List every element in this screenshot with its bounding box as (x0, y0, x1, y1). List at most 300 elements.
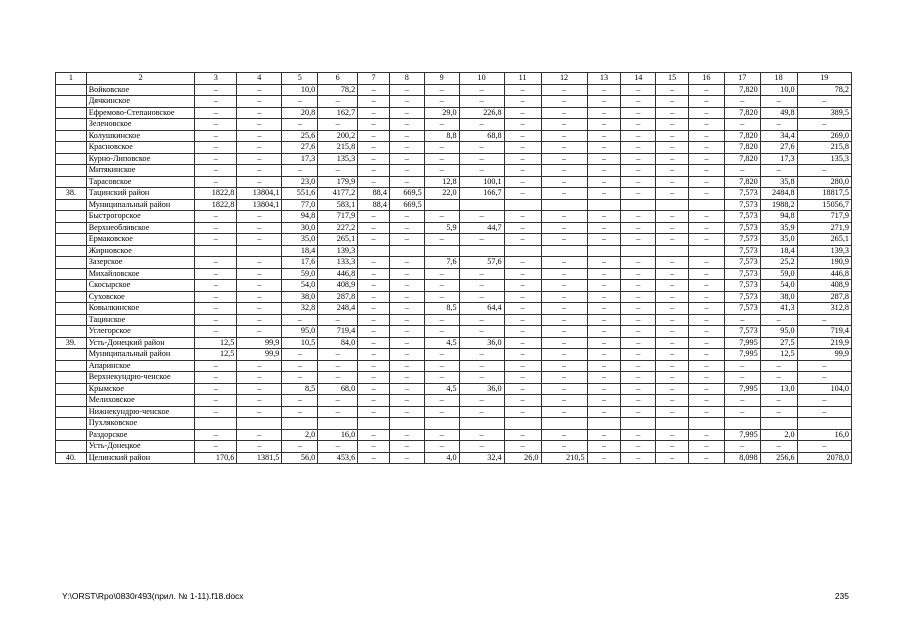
value-cell: – (541, 84, 587, 96)
value-cell: 88,4 (358, 199, 390, 211)
value-cell: – (282, 119, 318, 131)
value-cell: – (541, 372, 587, 384)
value-cell: – (724, 406, 760, 418)
row-name-cell: Верхнеобливское (86, 222, 195, 234)
value-cell: – (504, 222, 541, 234)
row-name-cell: Зеленовское (86, 119, 195, 131)
value-cell (459, 418, 504, 430)
table-row (56, 452, 852, 464)
value-cell: – (237, 383, 282, 395)
value-cell: – (358, 142, 390, 154)
value-cell: – (760, 360, 797, 372)
value-cell: – (656, 188, 689, 200)
row-name-cell: Тарасовское (86, 176, 195, 188)
value-cell: 7,820 (724, 176, 760, 188)
value-cell: – (724, 441, 760, 453)
value-cell: – (424, 429, 459, 441)
value-cell: – (689, 441, 725, 453)
row-number-cell (56, 199, 87, 211)
table-row (56, 130, 852, 142)
value-cell: 99,9 (797, 349, 851, 361)
value-cell: – (656, 280, 689, 292)
value-cell: 8,098 (724, 452, 760, 464)
value-cell (459, 245, 504, 257)
value-cell: 166,7 (459, 188, 504, 200)
value-cell (358, 245, 390, 257)
row-name-cell: Целинский район (86, 452, 195, 464)
value-cell: – (689, 280, 725, 292)
value-cell: 312,8 (797, 303, 851, 315)
value-cell (459, 199, 504, 211)
value-cell: – (459, 406, 504, 418)
value-cell: – (459, 280, 504, 292)
row-number-cell (56, 349, 87, 361)
value-cell: – (656, 119, 689, 131)
value-cell: – (459, 96, 504, 108)
value-cell: 12,5 (195, 337, 237, 349)
value-cell: – (195, 130, 237, 142)
value-cell: – (621, 360, 656, 372)
value-cell: 7,995 (724, 349, 760, 361)
page-number: 235 (834, 591, 849, 601)
value-cell: – (237, 222, 282, 234)
row-number-cell (56, 142, 87, 154)
value-cell: 8,8 (424, 130, 459, 142)
value-cell: – (195, 303, 237, 315)
table-row (56, 234, 852, 246)
value-cell: 7,820 (724, 84, 760, 96)
value-cell: 7,995 (724, 429, 760, 441)
value-cell: – (587, 153, 621, 165)
row-number-cell (56, 222, 87, 234)
value-cell: – (358, 84, 390, 96)
value-cell: 1381,5 (237, 452, 282, 464)
value-cell: 35,8 (760, 176, 797, 188)
value-cell: 162,7 (318, 107, 358, 119)
value-cell: – (237, 165, 282, 177)
value-cell: – (389, 452, 424, 464)
value-cell: – (504, 96, 541, 108)
value-cell: – (724, 395, 760, 407)
value-cell: – (689, 257, 725, 269)
value-cell: 22,0 (424, 188, 459, 200)
value-cell: – (358, 326, 390, 338)
value-cell: – (587, 360, 621, 372)
value-cell (389, 245, 424, 257)
header-cell: 18 (760, 73, 797, 85)
value-cell: – (689, 429, 725, 441)
value-cell (760, 418, 797, 430)
row-number-cell (56, 372, 87, 384)
value-cell: 200,2 (318, 130, 358, 142)
row-number-cell (56, 119, 87, 131)
value-cell (318, 418, 358, 430)
header-cell: 13 (587, 73, 621, 85)
table-row (56, 96, 852, 108)
value-cell: – (389, 349, 424, 361)
value-cell: – (656, 142, 689, 154)
value-cell: 54,0 (282, 280, 318, 292)
value-cell (621, 245, 656, 257)
row-name-cell: Быстрогорское (86, 211, 195, 223)
header-cell: 12 (541, 73, 587, 85)
value-cell: 551,6 (282, 188, 318, 200)
value-cell: – (656, 303, 689, 315)
table-row (56, 303, 852, 315)
value-cell: – (621, 372, 656, 384)
value-cell: – (237, 395, 282, 407)
value-cell: – (621, 383, 656, 395)
value-cell: – (541, 165, 587, 177)
value-cell: – (656, 84, 689, 96)
table-header-row (56, 73, 852, 85)
value-cell (541, 245, 587, 257)
value-cell: – (459, 84, 504, 96)
value-cell: – (587, 291, 621, 303)
value-cell: 265,1 (318, 234, 358, 246)
value-cell: – (587, 130, 621, 142)
table-row (56, 153, 852, 165)
value-cell: 95,0 (760, 326, 797, 338)
value-cell: – (587, 96, 621, 108)
row-name-cell: Курно-Липовское (86, 153, 195, 165)
value-cell: – (237, 360, 282, 372)
value-cell: – (459, 119, 504, 131)
value-cell: – (541, 107, 587, 119)
value-cell: – (358, 360, 390, 372)
table-row (56, 199, 852, 211)
value-cell: – (541, 337, 587, 349)
value-cell: – (689, 395, 725, 407)
value-cell: – (587, 314, 621, 326)
value-cell: – (237, 429, 282, 441)
value-cell: – (621, 291, 656, 303)
value-cell: – (459, 349, 504, 361)
table-row (56, 314, 852, 326)
value-cell: – (318, 360, 358, 372)
value-cell: 2,0 (760, 429, 797, 441)
value-cell: – (504, 268, 541, 280)
value-cell (504, 245, 541, 257)
row-name-cell: Тацинское (86, 314, 195, 326)
value-cell: – (656, 96, 689, 108)
value-cell: – (282, 441, 318, 453)
row-number-cell: 39. (56, 337, 87, 349)
value-cell: – (621, 165, 656, 177)
value-cell: – (389, 142, 424, 154)
value-cell: – (459, 314, 504, 326)
value-cell: – (587, 383, 621, 395)
value-cell: 12,8 (424, 176, 459, 188)
value-cell: – (587, 395, 621, 407)
value-cell: – (358, 257, 390, 269)
value-cell: 2484,8 (760, 188, 797, 200)
value-cell: – (689, 452, 725, 464)
value-cell: – (587, 107, 621, 119)
value-cell: – (424, 326, 459, 338)
value-cell: – (621, 188, 656, 200)
header-cell: 11 (504, 73, 541, 85)
value-cell: – (237, 107, 282, 119)
value-cell: 10,0 (282, 84, 318, 96)
value-cell: – (797, 360, 851, 372)
value-cell: – (358, 383, 390, 395)
value-cell (424, 199, 459, 211)
value-cell: – (541, 153, 587, 165)
row-number-cell (56, 176, 87, 188)
value-cell: – (541, 119, 587, 131)
value-cell: – (724, 360, 760, 372)
value-cell: 2078,0 (797, 452, 851, 464)
table-row (56, 84, 852, 96)
value-cell: 95,0 (282, 326, 318, 338)
value-cell: – (504, 314, 541, 326)
value-cell: 133,3 (318, 257, 358, 269)
table-row (56, 107, 852, 119)
value-cell: – (195, 429, 237, 441)
value-cell: – (237, 119, 282, 131)
value-cell: – (237, 372, 282, 384)
value-cell: – (656, 441, 689, 453)
value-cell: – (621, 153, 656, 165)
value-cell: – (504, 383, 541, 395)
value-cell: – (656, 326, 689, 338)
value-cell: – (541, 429, 587, 441)
value-cell: 215,8 (797, 142, 851, 154)
value-cell: – (424, 360, 459, 372)
value-cell: – (318, 395, 358, 407)
value-cell: – (358, 303, 390, 315)
value-cell: – (237, 326, 282, 338)
value-cell: – (541, 314, 587, 326)
value-cell: – (621, 395, 656, 407)
value-cell: 35,0 (760, 234, 797, 246)
table-row (56, 280, 852, 292)
value-cell: – (195, 360, 237, 372)
value-cell: – (358, 234, 390, 246)
value-cell: – (504, 211, 541, 223)
value-cell: – (689, 84, 725, 96)
value-cell: – (656, 165, 689, 177)
value-cell: 56,0 (282, 452, 318, 464)
value-cell: – (318, 314, 358, 326)
value-cell: – (760, 406, 797, 418)
value-cell: – (689, 107, 725, 119)
value-cell: – (195, 107, 237, 119)
value-cell: – (282, 165, 318, 177)
value-cell: – (587, 349, 621, 361)
value-cell: – (621, 268, 656, 280)
value-cell (195, 245, 237, 257)
value-cell: 27,5 (760, 337, 797, 349)
value-cell (587, 199, 621, 211)
value-cell: – (237, 142, 282, 154)
value-cell: – (424, 314, 459, 326)
value-cell: – (459, 441, 504, 453)
value-cell: – (318, 165, 358, 177)
value-cell: – (797, 395, 851, 407)
value-cell (656, 199, 689, 211)
value-cell: – (318, 96, 358, 108)
value-cell: – (504, 130, 541, 142)
value-cell: – (389, 130, 424, 142)
value-cell: – (195, 372, 237, 384)
value-cell: – (797, 441, 851, 453)
row-number-cell (56, 429, 87, 441)
header-cell: 2 (86, 73, 195, 85)
value-cell (656, 245, 689, 257)
value-cell: 54,0 (760, 280, 797, 292)
value-cell: – (459, 326, 504, 338)
value-cell: – (689, 268, 725, 280)
value-cell: – (587, 280, 621, 292)
value-cell: 12,5 (760, 349, 797, 361)
value-cell: 7,573 (724, 199, 760, 211)
value-cell: – (621, 406, 656, 418)
value-cell: – (424, 153, 459, 165)
value-cell: – (656, 257, 689, 269)
value-cell (195, 418, 237, 430)
value-cell: – (195, 291, 237, 303)
value-cell: – (541, 234, 587, 246)
value-cell: – (587, 326, 621, 338)
value-cell: 10,0 (760, 84, 797, 96)
value-cell: – (459, 372, 504, 384)
row-name-cell: Ковылкинское (86, 303, 195, 315)
value-cell: – (689, 372, 725, 384)
value-cell: 7,573 (724, 303, 760, 315)
value-cell: – (237, 130, 282, 142)
value-cell: – (237, 406, 282, 418)
value-cell: – (389, 165, 424, 177)
row-name-cell: Апаринское (86, 360, 195, 372)
value-cell: – (760, 441, 797, 453)
value-cell: – (195, 234, 237, 246)
data-table (55, 72, 852, 464)
header-cell: 6 (318, 73, 358, 85)
value-cell: – (282, 314, 318, 326)
value-cell: – (424, 142, 459, 154)
value-cell: – (318, 349, 358, 361)
row-name-cell: Крымское (86, 383, 195, 395)
row-name-cell: Ермаковское (86, 234, 195, 246)
value-cell: – (389, 441, 424, 453)
value-cell: 94,8 (282, 211, 318, 223)
value-cell: – (358, 372, 390, 384)
value-cell: – (689, 130, 725, 142)
value-cell: – (504, 153, 541, 165)
value-cell: – (424, 280, 459, 292)
table-row (56, 360, 852, 372)
row-number-cell (56, 280, 87, 292)
row-name-cell: Мелиховское (86, 395, 195, 407)
value-cell: 17,3 (282, 153, 318, 165)
header-cell: 7 (358, 73, 390, 85)
value-cell: – (541, 211, 587, 223)
value-cell: 32,8 (282, 303, 318, 315)
value-cell: – (389, 257, 424, 269)
value-cell (689, 199, 725, 211)
value-cell: – (459, 360, 504, 372)
row-name-cell: Митякинское (86, 165, 195, 177)
value-cell: – (237, 257, 282, 269)
table-row (56, 176, 852, 188)
value-cell: – (621, 96, 656, 108)
value-cell: – (358, 211, 390, 223)
value-cell: 256,6 (760, 452, 797, 464)
row-number-cell (56, 441, 87, 453)
value-cell: 15056,7 (797, 199, 851, 211)
value-cell: – (504, 280, 541, 292)
value-cell: – (504, 257, 541, 269)
value-cell: – (389, 211, 424, 223)
header-cell: 5 (282, 73, 318, 85)
value-cell: 23,0 (282, 176, 318, 188)
value-cell: – (389, 176, 424, 188)
value-cell: – (541, 303, 587, 315)
value-cell: – (389, 360, 424, 372)
value-cell: – (797, 314, 851, 326)
value-cell: – (504, 142, 541, 154)
value-cell: – (541, 441, 587, 453)
value-cell: – (195, 176, 237, 188)
value-cell: – (656, 395, 689, 407)
value-cell: – (504, 372, 541, 384)
value-cell: – (504, 107, 541, 119)
row-name-cell: Муниципальный район (86, 199, 195, 211)
value-cell: 94,8 (760, 211, 797, 223)
value-cell: – (318, 441, 358, 453)
row-number-cell (56, 360, 87, 372)
value-cell: – (282, 395, 318, 407)
row-number-cell (56, 314, 87, 326)
value-cell: 38,0 (282, 291, 318, 303)
value-cell: – (195, 395, 237, 407)
value-cell: – (541, 188, 587, 200)
header-cell: 16 (689, 73, 725, 85)
value-cell: 408,9 (797, 280, 851, 292)
row-name-cell: Войковское (86, 84, 195, 96)
value-cell: 389,5 (797, 107, 851, 119)
value-cell: – (541, 280, 587, 292)
row-number-cell (56, 165, 87, 177)
value-cell: – (389, 303, 424, 315)
value-cell: 7,820 (724, 153, 760, 165)
value-cell: – (689, 314, 725, 326)
value-cell (797, 418, 851, 430)
value-cell: 4,5 (424, 337, 459, 349)
value-cell: 719,4 (797, 326, 851, 338)
value-cell: – (504, 395, 541, 407)
row-number-cell (56, 303, 87, 315)
table-row (56, 441, 852, 453)
value-cell: – (195, 280, 237, 292)
value-cell: – (656, 107, 689, 119)
value-cell: – (237, 84, 282, 96)
value-cell: – (656, 222, 689, 234)
value-cell: – (389, 119, 424, 131)
value-cell: – (541, 176, 587, 188)
value-cell (282, 418, 318, 430)
value-cell: – (195, 383, 237, 395)
value-cell (587, 418, 621, 430)
value-cell: – (358, 337, 390, 349)
value-cell: – (689, 406, 725, 418)
value-cell: – (389, 291, 424, 303)
value-cell: – (195, 257, 237, 269)
value-cell: 446,8 (797, 268, 851, 280)
value-cell: – (195, 441, 237, 453)
